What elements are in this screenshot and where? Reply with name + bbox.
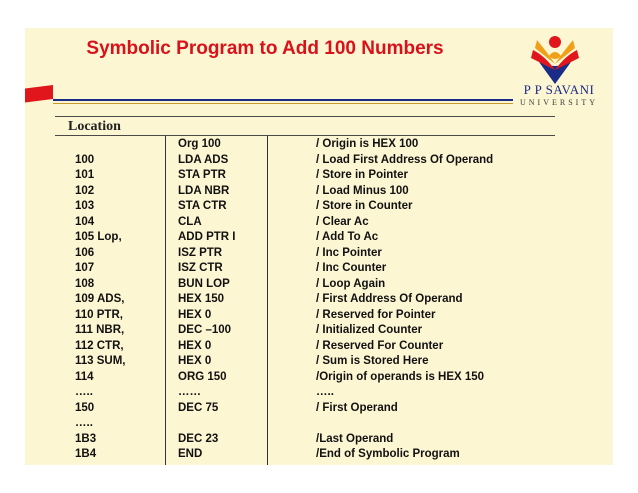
table-row bbox=[25, 292, 613, 308]
table-row bbox=[25, 354, 613, 370]
comment-cell: / Reserved for Pointer bbox=[316, 308, 436, 321]
table-row bbox=[25, 184, 613, 200]
instruction-cell: LDA ADS bbox=[178, 153, 229, 166]
instruction-cell: HEX 0 bbox=[178, 355, 212, 367]
comment-cell: /Origin of operands is HEX 150 bbox=[316, 370, 485, 383]
location-cell: 110 PTR, bbox=[75, 308, 123, 321]
table-row bbox=[25, 401, 613, 417]
comment-cell: / Store in Pointer bbox=[316, 169, 409, 181]
brand-name: P P SAVANI bbox=[523, 82, 595, 97]
table-row bbox=[25, 447, 613, 463]
comment-cell: / Load First Address Of Operand bbox=[316, 153, 494, 166]
instruction-cell: …… bbox=[178, 386, 201, 398]
instruction-cell: DEC 75 bbox=[178, 401, 219, 414]
location-cell: 108 bbox=[75, 277, 95, 290]
brand-subtitle: UNIVERSITY bbox=[520, 98, 598, 107]
table-row bbox=[25, 261, 613, 277]
comment-cell: / First Operand bbox=[316, 401, 398, 414]
instruction-cell: DEC 23 bbox=[178, 432, 219, 445]
table-row bbox=[25, 168, 613, 184]
table-row bbox=[25, 308, 613, 324]
location-cell: 100 bbox=[75, 153, 95, 166]
title-rule bbox=[53, 99, 513, 101]
ppsu-logo-icon bbox=[525, 30, 585, 88]
accent-red-bar bbox=[25, 85, 53, 105]
instruction-cell: HEX 0 bbox=[178, 339, 212, 352]
location-cell: ….. bbox=[75, 386, 93, 398]
location-cell: 111 NBR, bbox=[75, 324, 125, 336]
comment-cell: / Add To Ac bbox=[316, 231, 379, 243]
instruction-cell: BUN LOP bbox=[178, 277, 230, 290]
title-rule-accent bbox=[53, 103, 513, 104]
location-cell: 113 SUM, bbox=[75, 355, 126, 367]
table-row bbox=[25, 246, 613, 262]
location-cell: 102 bbox=[75, 184, 95, 197]
location-cell: 112 CTR, bbox=[75, 339, 124, 352]
location-cell: 1B4 bbox=[75, 448, 97, 460]
location-column-header: Location bbox=[68, 119, 121, 134]
location-cell: ….. bbox=[75, 417, 93, 429]
comment-cell: /Last Operand bbox=[316, 432, 394, 445]
comment-cell: / Initialized Counter bbox=[316, 324, 423, 336]
table-row bbox=[25, 323, 613, 339]
instruction-cell: DEC –100 bbox=[178, 324, 232, 336]
instruction-cell: LDA NBR bbox=[178, 184, 230, 197]
table-row bbox=[25, 215, 613, 231]
comment-cell: ….. bbox=[316, 386, 334, 398]
instruction-cell: STA PTR bbox=[178, 169, 226, 181]
instruction-cell: HEX 0 bbox=[178, 308, 212, 321]
code-table bbox=[25, 137, 613, 463]
instruction-cell: ISZ CTR bbox=[178, 262, 223, 274]
table-row bbox=[25, 153, 613, 169]
table-header-top-rule bbox=[55, 116, 555, 117]
comment-cell: / Sum is Stored Here bbox=[316, 355, 429, 367]
location-cell: 104 bbox=[75, 215, 95, 228]
table-row bbox=[25, 432, 613, 448]
table-row bbox=[25, 277, 613, 293]
instruction-cell: ISZ PTR bbox=[178, 246, 223, 259]
instruction-cell: Org 100 bbox=[178, 138, 221, 150]
comment-cell: / Store in Counter bbox=[316, 200, 413, 212]
instruction-cell: ORG 150 bbox=[178, 370, 227, 383]
location-cell: 105 Lop, bbox=[75, 231, 122, 243]
instruction-cell: HEX 150 bbox=[178, 293, 225, 305]
comment-cell: / First Address Of Operand bbox=[316, 293, 463, 305]
comment-cell: / Inc Pointer bbox=[316, 246, 382, 259]
instruction-cell: ADD PTR I bbox=[178, 231, 236, 243]
location-cell: 103 bbox=[75, 200, 95, 212]
comment-cell: / Origin is HEX 100 bbox=[316, 138, 419, 150]
location-cell: 109 ADS, bbox=[75, 293, 125, 305]
table-row bbox=[25, 385, 613, 401]
location-cell: 1B3 bbox=[75, 432, 97, 445]
table-row bbox=[25, 199, 613, 215]
instruction-cell: END bbox=[178, 448, 203, 460]
table-row bbox=[25, 230, 613, 246]
comment-cell: / Reserved For Counter bbox=[316, 339, 444, 352]
table-row bbox=[25, 370, 613, 386]
comment-cell: / Load Minus 100 bbox=[316, 184, 409, 197]
page-title: Symbolic Program to Add 100 Numbers bbox=[86, 38, 444, 59]
slide bbox=[25, 28, 613, 465]
location-cell: 150 bbox=[75, 401, 95, 414]
location-cell: 114 bbox=[75, 370, 94, 383]
comment-cell: / Clear Ac bbox=[316, 215, 369, 228]
location-cell: 106 bbox=[75, 246, 95, 259]
instruction-cell: STA CTR bbox=[178, 200, 227, 212]
instruction-cell: CLA bbox=[178, 215, 202, 228]
table-row bbox=[25, 416, 613, 432]
table-header-bottom-rule bbox=[55, 135, 555, 136]
table-row bbox=[25, 339, 613, 355]
location-cell: 107 bbox=[75, 262, 95, 274]
comment-cell: / Loop Again bbox=[316, 277, 386, 290]
table-row bbox=[25, 137, 613, 153]
comment-cell: / Inc Counter bbox=[316, 262, 387, 274]
comment-cell: /End of Symbolic Program bbox=[316, 448, 460, 460]
location-cell: 101 bbox=[75, 169, 95, 181]
